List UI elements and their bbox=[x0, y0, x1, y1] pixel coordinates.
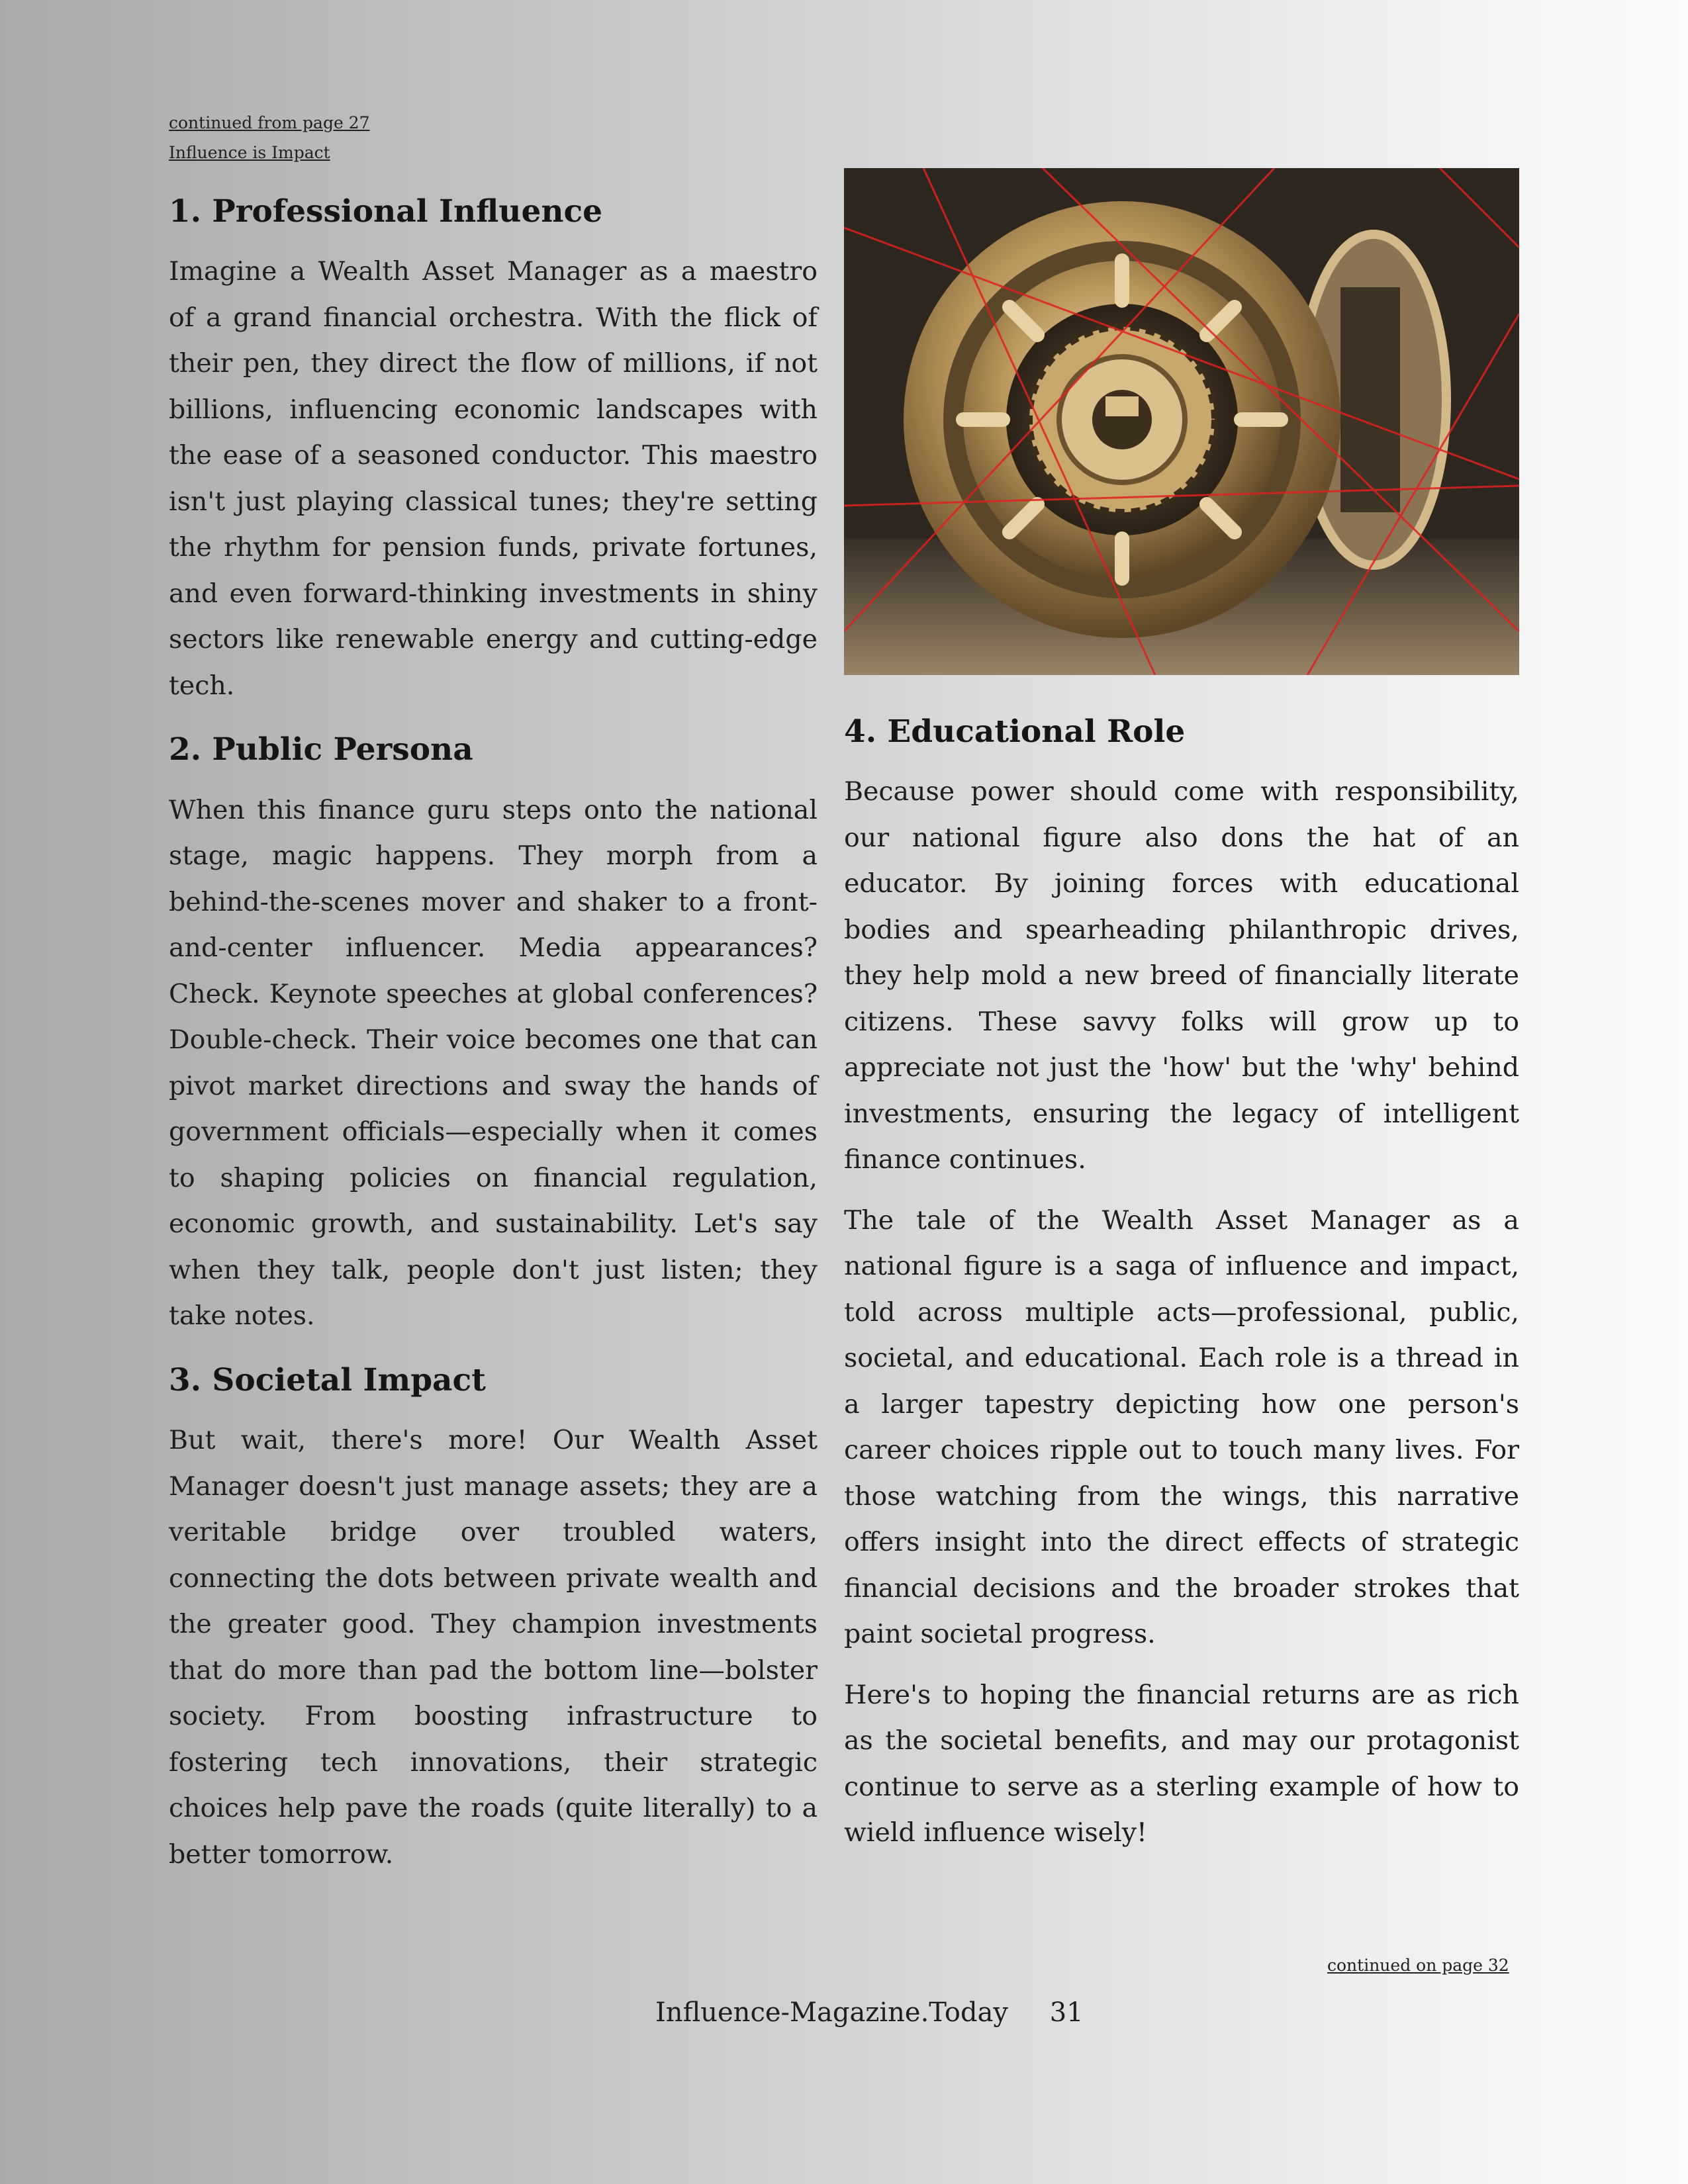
continued-from-link[interactable]: continued from page 27 bbox=[169, 113, 370, 132]
closing-paragraph-2: Here's to hoping the financial returns are as rich as the societal benefits, and may our protagonist continue to serve as a sterling example of how to wield influence wisely! bbox=[844, 1679, 1519, 1848]
vault-image bbox=[844, 168, 1519, 675]
section-heading-professional-influence: 1. Professional Influence bbox=[169, 193, 603, 230]
section-body-public-persona: When this finance guru steps onto the national stage, magic happens. They morph from a behind-the-scenes mover and shaker to a front-and-center influencer. Media appearances? Check. Keynote speeches at global conferences? Double-check. Their voice becomes one that can pivot market directions and sway the hands of government officials—especially when it comes to shaping policies on financial regulation, economic growth, and sustainability. Let's say when they talk, people don't just listen; they take notes. bbox=[169, 794, 818, 1332]
article-title-link[interactable]: Influence is Impact bbox=[169, 143, 330, 162]
section-body-professional-influence: Imagine a Wealth Asset Manager as a maestro of a grand financial orchestra. With the flick of their pen, they direct the flow of millions, if not billions, influencing economic landscapes with the ease of a seasoned conductor. This maestro isn't just playing classical tunes; they're setting the rhythm for pension funds, private fortunes, and even forward-thinking investments in shiny sectors like renewable energy and cutting-edge tech. bbox=[169, 256, 818, 701]
footer-page-number: 31 bbox=[1049, 1997, 1084, 2028]
section-heading-educational-role: 4. Educational Role bbox=[844, 713, 1186, 750]
section-body-societal-impact: But wait, there's more! Our Wealth Asset Manager doesn't just manage assets; they are a veritable bridge over troubled waters, connecting the dots between private wealth and the greater good. They champion investments that do more than pad the bottom line—bolster society. From boosting infrastructure to fostering tech innovations, their strategic choices help pave the roads (quite literally) to a better tomorrow. bbox=[169, 1425, 818, 1870]
left-column bbox=[169, 193, 818, 1878]
bank-vault-door-icon bbox=[844, 168, 1519, 675]
right-column bbox=[844, 713, 1519, 1856]
closing-paragraph-1: The tale of the Wealth Asset Manager as a national figure is a saga of influence and impact, told across multiple acts—professional, public, societal, and educational. Each role is a thread in a larger tapestry depicting how one person's career choices ripple out to touch many lives. For those watching from the wings, this narrative offers insight into the direct effects of strategic financial decisions and the broader strokes that paint societal progress. bbox=[844, 1205, 1519, 1650]
section-body-educational-role: Because power should come with responsibility, our national figure also dons the hat of an educator. By joining forces with educational bodies and spearheading philanthropic drives, they help mold a new breed of financially literate citizens. These savvy folks will grow up to appreciate not just the 'how' but the 'why' behind investments, ensuring the legacy of intelligent finance continues. bbox=[844, 776, 1519, 1175]
section-heading-public-persona: 2. Public Persona bbox=[169, 731, 473, 768]
footer-site-name: Influence-Magazine.Today bbox=[655, 1997, 1009, 2028]
page-footer bbox=[655, 1997, 1084, 2028]
continued-on-link[interactable]: continued on page 32 bbox=[1327, 1956, 1509, 1975]
section-heading-societal-impact: 3. Societal Impact bbox=[169, 1361, 486, 1398]
